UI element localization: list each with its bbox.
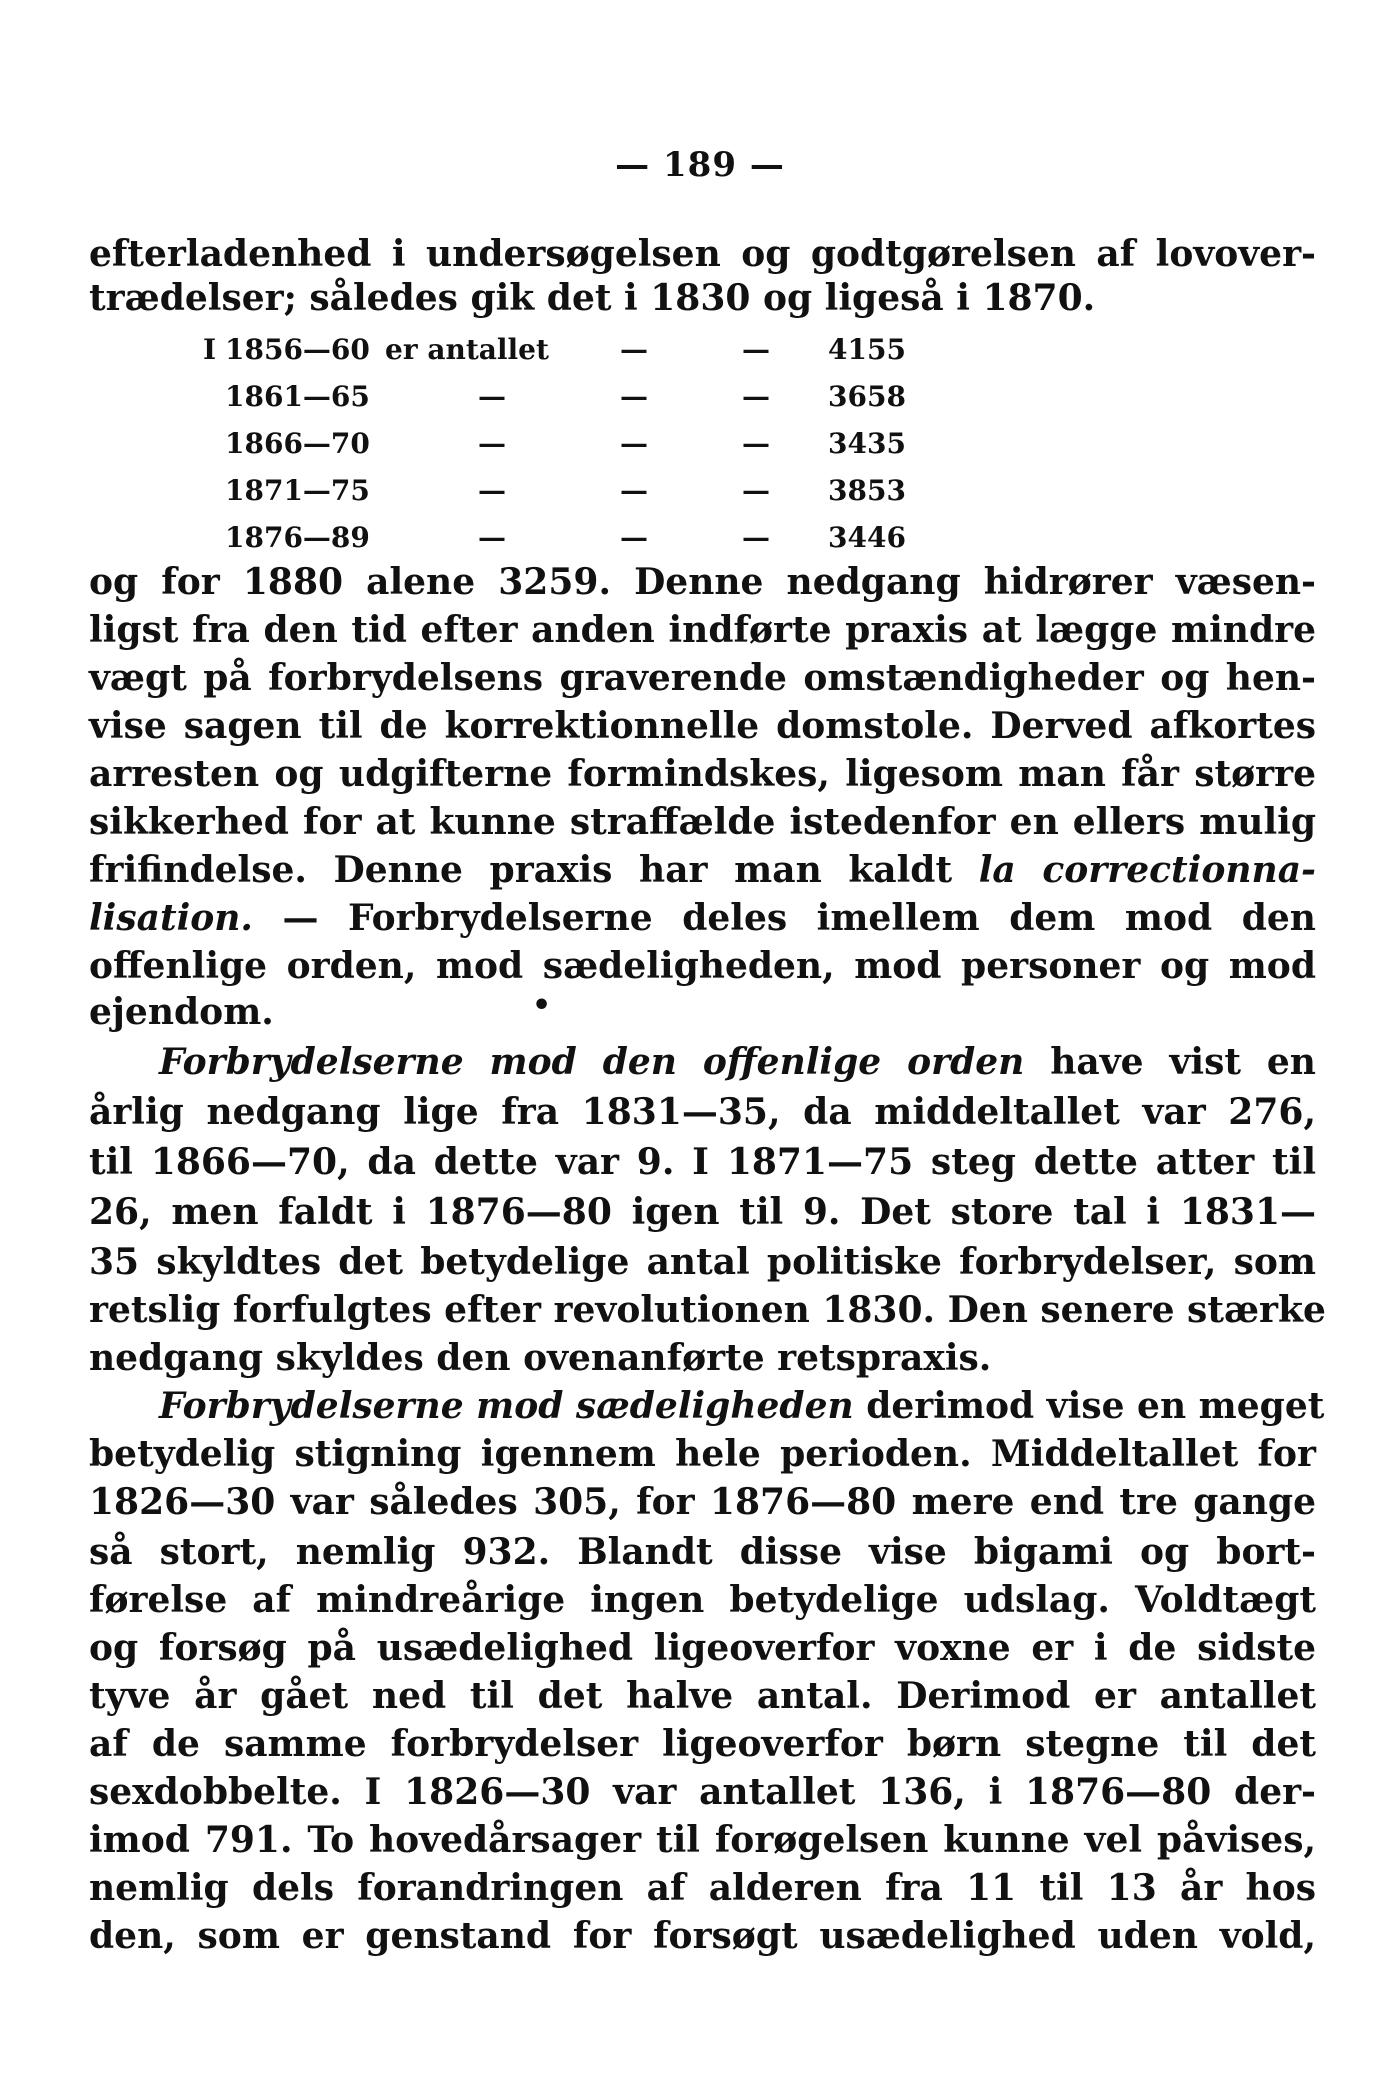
text-line: så stort, nemlig 932. Blandt disse vise bigami og bort- xyxy=(89,1531,1316,1573)
row-value: 3435 xyxy=(828,427,906,460)
row-label: — xyxy=(478,474,506,507)
row-dash: — xyxy=(742,427,770,460)
text-line: den, som er genstand for forsøgt usædelighed uden vold, xyxy=(89,1915,1316,1957)
row-dash: — xyxy=(742,333,770,366)
text-line: nedgang skyldes den ovenanførte retspraxis. xyxy=(89,1337,992,1379)
row-label: er antallet xyxy=(385,333,549,366)
text-run: frifindelse. Denne praxis har man kaldt xyxy=(89,849,953,891)
row-period: 1861—65 xyxy=(225,380,370,413)
row-period: 1871—75 xyxy=(225,474,370,507)
text-line: af de samme forbrydelser ligeoverfor børn stegne til det xyxy=(89,1723,1316,1765)
text-line: til 1866—70, da dette var 9. I 1871—75 steg dette atter til xyxy=(89,1141,1316,1183)
text-line: 35 skyldtes det betydelige antal politiske forbrydelser, som xyxy=(89,1241,1316,1283)
row-label: — xyxy=(478,521,506,554)
row-dash: — xyxy=(742,521,770,554)
emphasis-text: Forbrydelserne mod sædeligheden xyxy=(159,1385,854,1427)
row-dash: — xyxy=(620,474,648,507)
text-line: sexdobbelte. I 1826—30 var antallet 136, i 1876—80 der- xyxy=(89,1771,1316,1813)
text-line: og for 1880 alene 3259. Denne nedgang hidrører væsen- xyxy=(89,561,1316,603)
text-line: 1826—30 var således 305, for 1876—80 mere end tre gange xyxy=(89,1481,1316,1523)
text-line xyxy=(159,1040,1316,1084)
emphasis-text: la correctionna- xyxy=(978,849,1316,891)
emphasis-text: Forbrydelserne mod den offenlige orden xyxy=(159,1041,1025,1083)
row-dash: — xyxy=(620,427,648,460)
text-line: 26, men faldt i 1876—80 igen til 9. Det store tal i 1831— xyxy=(89,1191,1316,1233)
text-line: vægt på forbrydelsens graverende omstændigheder og hen- xyxy=(89,657,1316,699)
text-line: og forsøg på usædelighed ligeoverfor voxne er i de sidste xyxy=(89,1627,1316,1669)
text-line: trædelser; således gik det i 1830 og ligeså i 1870. xyxy=(89,277,1096,319)
row-dash: — xyxy=(620,380,648,413)
row-period: 1876—89 xyxy=(225,521,370,554)
text-line: nemlig dels forandringen af alderen fra 11 til 13 år hos xyxy=(89,1867,1316,1909)
text-line: årlig nedgang lige fra 1831—35, da middeltallet var 276, xyxy=(89,1091,1316,1133)
text-line: imod 791. To hovedårsager til forøgelsen kunne vel påvises, xyxy=(89,1819,1316,1861)
print-mark: • xyxy=(532,988,552,1023)
row-prefix: I xyxy=(203,333,217,366)
text-line xyxy=(89,896,1316,940)
row-label: — xyxy=(478,427,506,460)
text-line: førelse af mindreårige ingen betydelige udslag. Voldtægt xyxy=(89,1579,1316,1621)
text-line: ligst fra den tid efter anden indførte praxis at lægge mindre xyxy=(89,609,1316,651)
row-dash: — xyxy=(742,380,770,413)
text-run: have vist en xyxy=(1050,1041,1316,1083)
text-line: tyve år gået ned til det halve antal. Derimod er antallet xyxy=(89,1675,1316,1717)
text-line: sikkerhed for at kunne straffælde istedenfor en ellers mulig xyxy=(89,801,1316,843)
row-value: 3658 xyxy=(828,380,906,413)
row-value: 4155 xyxy=(828,333,906,366)
text-line: ejendom. xyxy=(89,991,274,1033)
row-value: 3446 xyxy=(828,521,906,554)
row-dash: — xyxy=(620,333,648,366)
row-dash: — xyxy=(742,474,770,507)
text-run: derimod vise en meget xyxy=(866,1385,1325,1427)
emphasis-text: lisation. xyxy=(89,897,253,939)
page-number: — 189 — xyxy=(615,145,785,185)
text-line: efterladenhed i undersøgelsen og godtgørelsen af lovover- xyxy=(89,233,1316,275)
row-period: 1866—70 xyxy=(225,427,370,460)
text-line xyxy=(89,848,1316,892)
row-dash: — xyxy=(620,521,648,554)
text-line: retslig forfulgtes efter revolutionen 1830. Den senere stærke xyxy=(89,1289,1326,1331)
text-line xyxy=(159,1384,1325,1428)
text-line: offenlige orden, mod sædeligheden, mod personer og mod xyxy=(89,945,1316,987)
text-line: arresten og udgifterne formindskes, ligesom man får større xyxy=(89,753,1316,795)
text-line: vise sagen til de korrektionnelle domstole. Derved afkortes xyxy=(89,705,1316,747)
row-value: 3853 xyxy=(828,474,906,507)
row-period: 1856—60 xyxy=(225,333,370,366)
text-run: — Forbrydelserne deles imellem dem mod den xyxy=(282,897,1316,939)
row-label: — xyxy=(478,380,506,413)
text-line: betydelig stigning igennem hele perioden. Middeltallet for xyxy=(89,1433,1316,1475)
